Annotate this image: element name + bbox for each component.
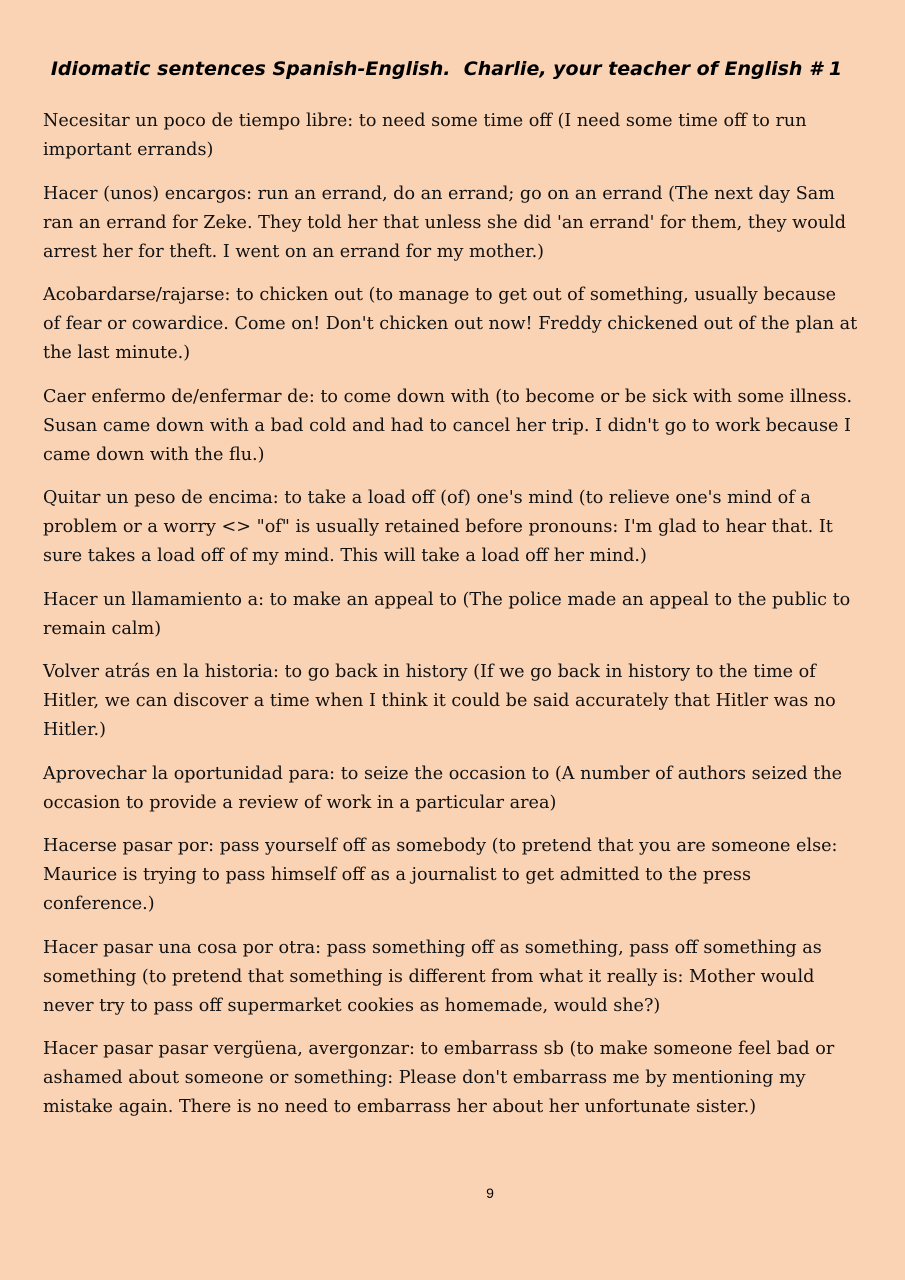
idiom-entry: Volver atrás en la historia: to go back in history (If we go back in history to the time of Hitler, we can discover a time when I think it could be said accurately that Hitler was no Hitler.) [43, 662, 836, 740]
idiom-entry: Caer enfermo de/enfermar de: to come down with (to become or be sick with some illness. Susan came down with a bad cold and had to cancel her trip. I didn't go to work because I came down with the flu.) [43, 386, 853, 465]
idiom-entry: Acobardarse/rajarse: to chicken out (to manage to get out of something, usually because of fear or cowardice. Come on! Don't chicken out now! Freddy chickened out of the plan at the last minute.) [43, 285, 858, 363]
idiom-entry: Hacer pasar pasar vergüena, avergonzar: to embarrass sb (to make someone feel bad or ashamed about someone or something: Please don't embarrass me by mentioning my mistake again. There is no need to embarrass her about her unfortunate sister.) [43, 1039, 835, 1117]
idiom-entry: Hacer pasar una cosa por otra: pass something off as something, pass off something as something (to pretend that something is different from what it really is: Mother would never try to pass off supermarket cookies as homemade, would she?) [43, 937, 822, 1016]
idiom-entry: Aprovechar la oportunidad para: to seize the occasion to (A number of authors seized the occasion to provide a review of work in a particular area) [43, 763, 843, 813]
idiom-list [43, 107, 858, 1137]
idiom-entry: Necesitar un poco de tiempo libre: to need some time off (I need some time off to run important errands) [43, 111, 807, 160]
page-title: Idiomatic sentences Spanish-English. Charlie, your teacher of English # 1 [50, 58, 843, 80]
idiom-entry: Quitar un peso de encima: to take a load off (of) one's mind (to relieve one's mind of a problem or a worry <> "of" is usually retained before pronouns: I'm glad to hear that. It sure takes a load off of my mind. This will take a load off her mind.) [43, 488, 833, 566]
idiom-entry: Hacer (unos) encargos: run an errand, do an errand; go on an errand (The next day Sam ran an errand for Zeke. They told her that unless she did 'an errand' for them, they would arrest her for theft. I went on an errand for my mother.) [43, 183, 847, 262]
idiom-entry: Hacer un llamamiento a: to make an appeal to (The police made an appeal to the public to remain calm) [43, 589, 851, 639]
page-number: 9 [486, 1185, 494, 1201]
idiom-entry: Hacerse pasar por: pass yourself off as somebody (to pretend that you are someone else: Maurice is trying to pass himself off as a journalist to get admitted to the press conference.) [43, 836, 838, 914]
